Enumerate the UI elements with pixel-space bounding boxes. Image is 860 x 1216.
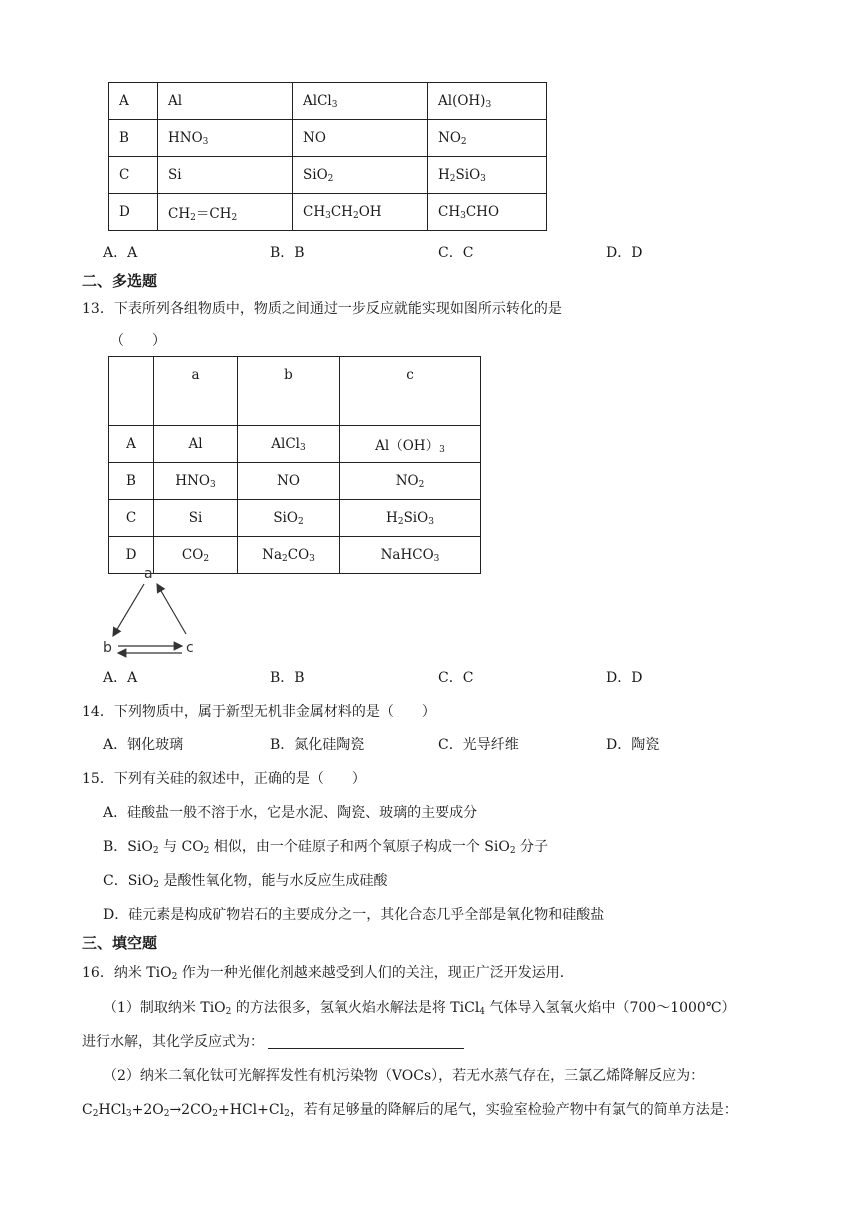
option-a: A．A xyxy=(103,670,138,686)
table-cell: B xyxy=(109,120,158,157)
table-cell: A xyxy=(109,83,158,120)
table-cell: $Al(OH)_3$ xyxy=(340,426,481,463)
arrow-a-to-b xyxy=(113,584,144,636)
q15-option-b: B．SiO$_2$ 与 $CO_2$ 相似，由一个硅原子和两个氧原子构成一个 SiO$_2$ 分子 xyxy=(103,839,549,856)
q13-table xyxy=(108,356,481,574)
q14-stem: 14．下列物质中，属于新型无机非金属材料的是（ ） xyxy=(82,704,436,720)
option-d: D．D xyxy=(606,670,643,686)
table-cell: D xyxy=(109,537,154,574)
table-row xyxy=(109,463,481,500)
option-b: B．B xyxy=(270,670,305,686)
table-cell: B xyxy=(109,463,154,500)
table-header-cell: b xyxy=(238,357,340,426)
table-cell: C xyxy=(109,500,154,537)
arrow-c-to-a xyxy=(157,584,186,634)
table-cell: Si xyxy=(154,500,238,537)
table-cell: SiO$_2$ xyxy=(238,500,340,537)
table-cell: AlCl$_3$ xyxy=(293,83,428,120)
table-header-row xyxy=(109,357,481,426)
q16-part1-line1: （1）制取纳米 TiO$_2$ 的方法很多，氢氧火焰水解法是将 TiCl$_4$ 气体导入氢氧火焰中（700～1000℃） xyxy=(103,1000,736,1017)
table-cell: $Al(OH)_3$ xyxy=(428,83,547,120)
q15-stem: 15．下列有关硅的叙述中，正确的是（ ） xyxy=(82,771,366,787)
table-cell: $CH_2=CH_2$ xyxy=(158,194,293,231)
table-cell: $HNO_3$ xyxy=(154,463,238,500)
option-a: A．钢化玻璃 xyxy=(103,737,184,753)
table-row xyxy=(109,426,481,463)
option-c: C．C xyxy=(438,245,474,261)
answer-blank[interactable] xyxy=(268,1034,464,1049)
table-row xyxy=(109,194,547,231)
table-cell: Si xyxy=(158,157,293,194)
table-cell: $Na_2CO_3$ xyxy=(238,537,340,574)
q16-part2-line2: $C_2HCl_3+2O_2\to 2CO_2+HCl+Cl_2$，若有足够量的降解后的尾气，实验室检验产物中有氯气的简单方法是： xyxy=(82,1102,738,1119)
table-header-cell xyxy=(109,357,154,426)
table-cell: AlCl$_3$ xyxy=(238,426,340,463)
q16-part2-line1: （2）纳米二氧化钛可光解挥发性有机污染物（VOCs），若无水蒸气存在，三氯乙烯降解反应为： xyxy=(103,1068,705,1084)
table-cell: A xyxy=(109,426,154,463)
table-cell: SiO$_2$ xyxy=(293,157,428,194)
option-a: A．A xyxy=(103,245,138,261)
option-c: C．C xyxy=(438,670,474,686)
table-cell: $CH_3CHO$ xyxy=(428,194,547,231)
table-cell: Al xyxy=(154,426,238,463)
table-cell: $CH_3CH_2OH$ xyxy=(293,194,428,231)
q15-option-a: A．硅酸盐一般不溶于水，它是水泥、陶瓷、玻璃的主要成分 xyxy=(103,805,478,821)
q16-part1-line2 xyxy=(82,1031,464,1051)
table-cell: $NO_2$ xyxy=(428,120,547,157)
table-cell: $HNO_3$ xyxy=(158,120,293,157)
option-c: C．光导纤维 xyxy=(438,737,519,753)
table-cell: C xyxy=(109,157,158,194)
table-cell: $NO_2$ xyxy=(340,463,481,500)
table-cell: NO xyxy=(238,463,340,500)
table-cell: Al xyxy=(158,83,293,120)
table-row xyxy=(109,157,547,194)
q16-stem: 16．纳米 TiO$_2$ 作为一种光催化剂越来越受到人们的关注，现正广泛开发运用． xyxy=(82,965,574,982)
q16-part1-line2-text: 进行水解，其化学反应式为： xyxy=(82,1034,264,1050)
option-b: B．B xyxy=(270,245,305,261)
q15-option-d: D．硅元素是构成矿物岩石的主要成分之一，其化合态几乎全部是氧化物和硅酸盐 xyxy=(103,907,605,923)
diagram-label-c: c xyxy=(186,640,194,656)
q13-paren: （ ） xyxy=(110,333,166,349)
q15-option-c: C．SiO$_2$ 是酸性氧化物，能与水反应生成硅酸 xyxy=(103,873,388,890)
table-row xyxy=(109,120,547,157)
conversion-diagram xyxy=(100,564,210,660)
option-d: D．陶瓷 xyxy=(606,737,660,753)
table-header-cell: c xyxy=(340,357,481,426)
table-cell: NO xyxy=(293,120,428,157)
option-d: D．D xyxy=(606,245,643,261)
table-cell: NaHCO$_3$ xyxy=(340,537,481,574)
diagram-label-a: a xyxy=(144,566,153,582)
diagram-label-b: b xyxy=(103,640,112,656)
section-heading-multiple-choice: 二、多选题 xyxy=(82,272,158,290)
table-cell: $H_2SiO_3$ xyxy=(340,500,481,537)
table-cell: $CO_2$ xyxy=(154,537,238,574)
q12-table xyxy=(108,82,547,231)
table-row xyxy=(109,83,547,120)
q13-stem: 13．下表所列各组物质中，物质之间通过一步反应就能实现如图所示转化的是 xyxy=(82,301,562,317)
table-header-cell: a xyxy=(154,357,238,426)
section-heading-fill-in: 三、填空题 xyxy=(82,934,158,952)
table-cell: D xyxy=(109,194,158,231)
option-b: B．氮化硅陶瓷 xyxy=(270,737,365,753)
table-row xyxy=(109,500,481,537)
table-cell: $H_2SiO_3$ xyxy=(428,157,547,194)
